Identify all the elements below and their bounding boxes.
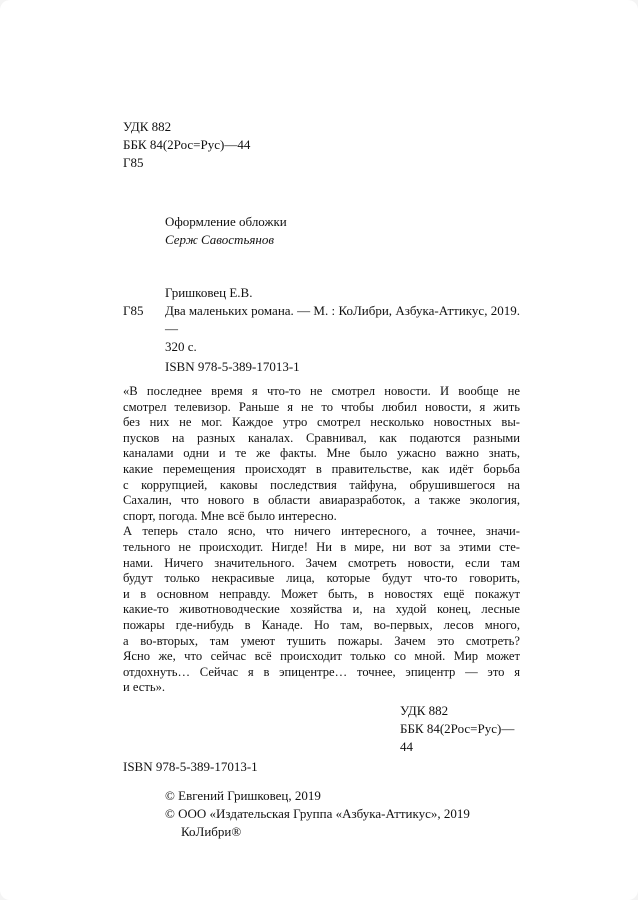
classification-codes-top: [123, 118, 520, 172]
bbk-code-bottom: ББК 84(2Рос=Рус)—44: [400, 720, 515, 754]
annotation-line: какие перемещения происходят в правительстве, как идёт борьба: [123, 461, 520, 476]
bibliographic-entry: [123, 284, 520, 376]
copyright-publisher: © ООО «Издательская Группа «Азбука-Аттикус», 2019: [165, 805, 470, 821]
annotation-line: Ясно же, что сейчас всё происходит только со мной. Мир может: [123, 649, 520, 664]
imprint-name: КоЛибри®: [181, 823, 242, 839]
udk-code: УДК 882: [123, 119, 172, 134]
annotation-line: без них не мог. Каждое утро смотрел несколько новостных вы-: [123, 415, 520, 430]
annotation-line: нами. Ничего значительного. Зачем смотреть новости, если там: [123, 555, 520, 570]
annotation-line: отдохнуть… Сейчас я в эпицентре… точнее, эпицентр — это я: [123, 664, 520, 679]
cover-designer-name: Серж Савостьянов: [165, 232, 274, 247]
annotation-line: и есть».: [123, 680, 166, 695]
bbk-code: ББК 84(2Рос=Рус)—44: [123, 137, 251, 152]
copyright-author: © Евгений Гришковец, 2019: [165, 787, 321, 803]
annotation-line: тельного не происходит. Нигде! Ни в мире, ни вот за этими сте-: [123, 539, 520, 554]
author-sign-code: Г85: [123, 155, 144, 170]
annotation: [123, 384, 520, 696]
cover-design-credit: [165, 213, 520, 249]
annotation-line: смотрел телевизор. Раньше я не то чтобы любил новости, я жить: [123, 399, 520, 414]
annotation-line: пусков на разных каналах. Сравнивал, как подаются разными: [123, 430, 520, 445]
design-credit-label: Оформление обложки: [165, 214, 287, 229]
copyright-block: [123, 787, 520, 841]
annotation-line: Сахалин, что нового в области авиаразработок, а также экология,: [123, 493, 520, 508]
annotation-line: а во-вторых, там умеют тушить пожары. Зачем это смотреть?: [123, 633, 520, 648]
annotation-line: «В последнее время я что-то не смотрел новости. И вообще не: [123, 384, 520, 398]
udk-code-bottom: УДК 882: [400, 702, 449, 718]
isbn-bottom: ISBN 978-5-389-17013-1: [123, 758, 258, 774]
catalog-entry-line: Два маленьких романа. — М. : КоЛибри, Азбука-Аттикус, 2019. —: [165, 303, 520, 336]
annotation-line: пожары где-нибудь в Канаде. Но там, во-первых, лесов много,: [123, 617, 520, 632]
annotation-line: спорт, погода. Мне всё было интересно.: [123, 508, 337, 523]
author-sign-code-entry: Г85: [123, 303, 144, 318]
annotation-line: А теперь стало ясно, что ничего интересного, а точнее, значи-: [123, 524, 520, 539]
catalog-entry-text: [165, 302, 520, 356]
annotation-line: с коррупцией, каковы последствия тайфуна, обрушившегося на: [123, 477, 520, 492]
author-name: Гришковец Е.В.: [165, 285, 253, 300]
page-content: [123, 118, 520, 841]
annotation-line: каналами одни и те же факты. Мне было ужасно важно знать,: [123, 446, 520, 461]
classification-codes-bottom: [400, 702, 520, 756]
annotation-line: будут только некрасивые лица, которые будут что-то говорить,: [123, 571, 520, 586]
annotation-line: и в основном неправду. Может быть, в новостях ещё покажут: [123, 586, 520, 601]
annotation-line: какие-то животноводческие хозяйства и, на худой конец, лесные: [123, 602, 520, 617]
isbn-top: ISBN 978-5-389-17013-1: [165, 359, 300, 374]
catalog-entry: [123, 302, 520, 356]
catalog-entry-line: 320 с.: [165, 339, 197, 354]
